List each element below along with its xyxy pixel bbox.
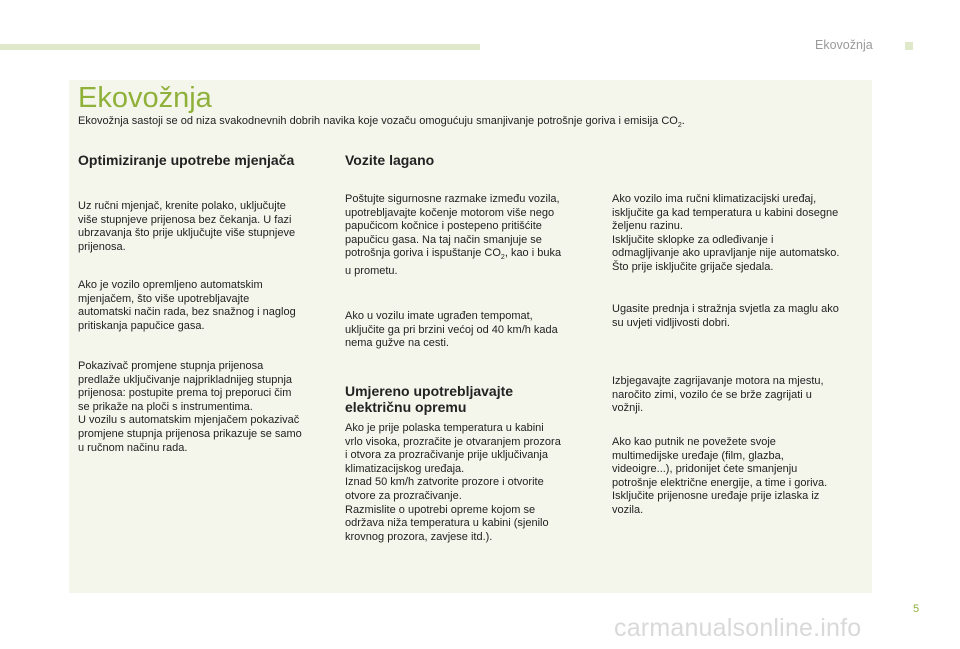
paragraph-cruise-control: Ako u vozilu imate ugrađen tempomat, uključite ga pri brzini većoj od 40 km/h kada nema gužve na cesti.: [345, 310, 558, 350]
paragraph-automatic-gearbox: Ako je vozilo opremljeno automatskim mjenjačem, što više upotrebljavajte automatski način rada, bez snažnog i naglog pritiskanja papučice gasa.: [78, 279, 296, 332]
page-number: 5: [913, 603, 920, 615]
heading-drive-gently: Vozite lagano: [345, 152, 435, 168]
paragraph-safety-distance: [345, 193, 605, 279]
paragraph-engine-warmup: Izbjegavajte zagrijavanje motora na mjestu, naročito zimi, vozilo će se brže zagrijati u vožnji.: [612, 375, 824, 415]
column-2-block-1: [345, 193, 605, 279]
co2-subscript: 2: [500, 254, 505, 262]
heading-electrical-equipment: Umjereno upotrebljavajte električnu opremu: [345, 383, 514, 415]
column-1: [78, 200, 338, 254]
intro-paragraph: [78, 115, 685, 129]
running-header: Ekovožnja: [815, 38, 873, 52]
paragraph-manual-gearbox: Uz ručni mjenjač, krenite polako, uključujte više stupnjeve prijenosa bez čekanja. U fazi ubrzavanja što prije uključujte više stupnjeve prijenosa.: [78, 200, 296, 253]
column-3-block-1: [612, 193, 872, 275]
header-accent-bar: [0, 44, 480, 50]
watermark: carmanualsonline.info: [614, 614, 862, 642]
header-square-marker: [905, 42, 913, 50]
paragraph-ventilation: Ako je prije polaska temperatura u kabini vrlo visoka, prozračite je otvaranjem prozora i otvora za prozračivanje prije uključivanja klimatizacijskog uređaja. Iznad 50 km/h zatvorite prozore i otvorite otvore za prozračivanje. Razmislite o upotrebi opreme kojom se održava niža temperatura u kabini (sjenilo krovnog prozora, zavjese itd.).: [345, 422, 561, 543]
intro-subscript: 2: [677, 122, 682, 130]
intro-text: Ekovožnja sastoji se od niza svakodnevnih dobrih navika koje vozaču omogućuju smanjivanje potrošnje goriva i emisija CO: [78, 115, 678, 127]
column-3-block-3: [612, 375, 872, 416]
paragraph-fog-lights: Ugasite prednja i stražnja svjetla za maglu ako su uvjeti vidljivosti dobri.: [612, 303, 839, 329]
paragraph-gear-indicator: Pokazivač promjene stupnja prijenosa predlaže uključivanje najprikladnijeg stupnja prijenosa: postupite prema toj preporuci čim se prikaže na ploči s instrumentima. U vozilu s automatskim mjenjačem pokazivač promjene stupnja prijenosa prikazuje se samo u ručnom načinu rada.: [78, 360, 302, 454]
intro-end: .: [681, 115, 685, 127]
column-3-block-4: [612, 436, 872, 518]
column-3-block-2: [612, 303, 872, 330]
column-2-block-3: [345, 422, 605, 544]
page-title: Ekovožnja: [78, 82, 212, 114]
paragraph-air-conditioning: Ako vozilo ima ručni klimatizacijski uređaj, isključite ga kad temperatura u kabini dosegne željenu razinu. Isključite sklopke za odleđivanje i odmagljivanje ako upravljanje nije automatsko. Što prije isključite grijače sjedala.: [612, 193, 840, 273]
safety-distance-text: Poštujte sigurnosne razmake između vozila, upotrebljavajte kočenje motorom više nego papučicom kočnice i postepeno pritišćite papučicu gasa. Na taj način smanjuje se potrošnja goriva i ispuštanje CO: [345, 193, 560, 260]
heading-gearbox: Optimiziranje upotrebe mjenjača: [78, 152, 295, 168]
column-2-block-2: [345, 310, 605, 351]
paragraph-multimedia: Ako kao putnik ne povežete svoje multimedijske uređaje (film, glazba, videoigre...), pridonijet ćete smanjenju potrošnje električne energije, a time i goriva. Isključite prijenosne uređaje prije izlaska iz vozila.: [612, 436, 828, 516]
column-1-block-3: [78, 360, 338, 455]
column-1-block-2: [78, 279, 338, 333]
safety-distance-end: , kao i buka u prometu.: [345, 247, 562, 278]
